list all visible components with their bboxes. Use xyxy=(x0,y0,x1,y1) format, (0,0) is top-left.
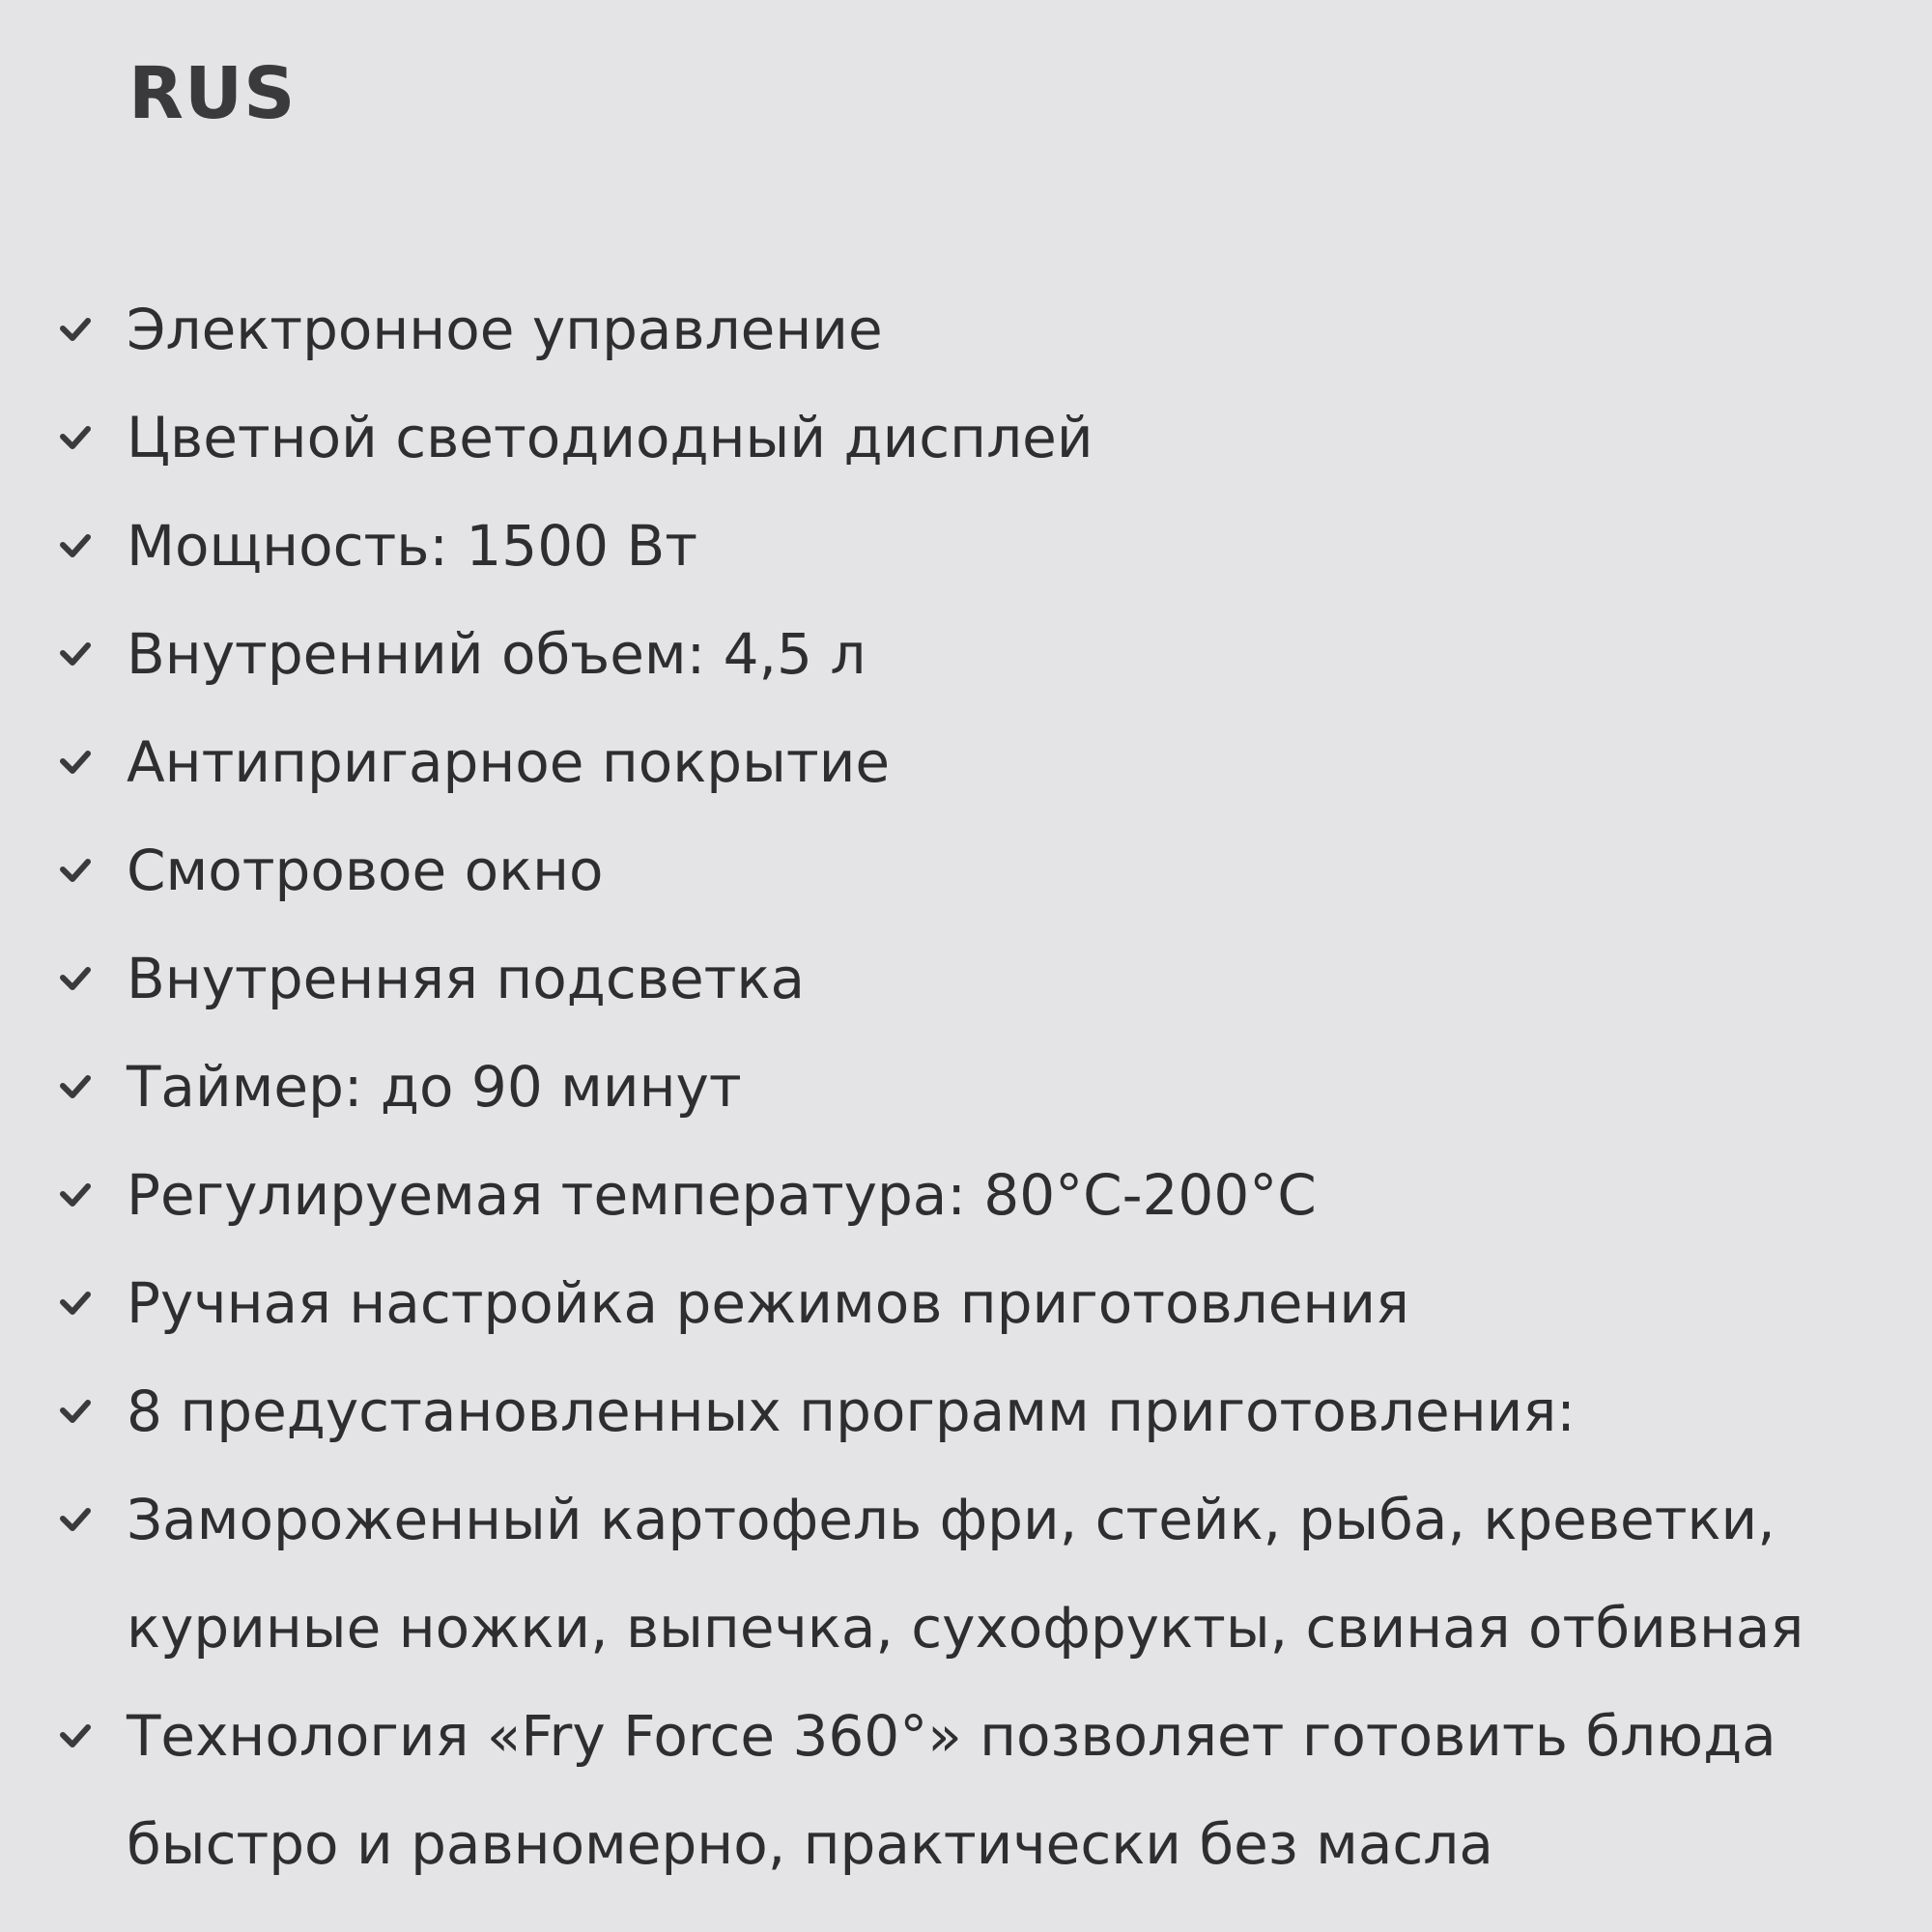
feature-text-line-2: куриные ножки, выпечка, сухофрукты, свиная отбивная xyxy=(127,1595,1804,1661)
check-icon xyxy=(58,853,93,888)
feature-text: Внутренний объем: 4,5 л xyxy=(127,621,867,687)
feature-text-line-2: быстро и равномерно, практически без масла xyxy=(127,1811,1493,1877)
feature-item xyxy=(0,1357,1932,1465)
feature-item xyxy=(0,1465,1932,1682)
check-icon xyxy=(58,528,93,563)
feature-item xyxy=(0,924,1932,1033)
feature-text: Таймер: до 90 минут xyxy=(127,1054,742,1120)
feature-text: Цветной светодиодный дисплей xyxy=(127,405,1094,470)
check-icon xyxy=(58,745,93,780)
feature-text: Смотровое окно xyxy=(127,838,604,903)
feature-item xyxy=(0,1141,1932,1249)
feature-text: Электронное управление xyxy=(127,297,883,362)
feature-text: Мощность: 1500 Вт xyxy=(127,513,698,579)
feature-text: Регулируемая температура: 80°C-200°C xyxy=(127,1162,1317,1228)
feature-text: Антипригарное покрытие xyxy=(127,729,891,795)
feature-item xyxy=(0,1249,1932,1357)
feature-item xyxy=(0,708,1932,816)
check-icon xyxy=(58,312,93,347)
feature-text-line-1: Технология «Fry Force 360°» позволяет готовить блюда xyxy=(127,1703,1776,1769)
language-label: RUS xyxy=(128,52,297,135)
feature-item xyxy=(0,1033,1932,1141)
check-icon xyxy=(58,1394,93,1429)
check-icon xyxy=(58,1286,93,1321)
feature-item xyxy=(0,600,1932,708)
check-icon xyxy=(58,1069,93,1104)
feature-text: Ручная настройка режимов приготовления xyxy=(127,1270,1409,1336)
check-icon xyxy=(58,1719,93,1753)
check-icon xyxy=(58,961,93,996)
feature-text: 8 предустановленных программ приготовления: xyxy=(127,1378,1576,1444)
feature-item xyxy=(0,1682,1932,1898)
check-icon xyxy=(58,637,93,671)
feature-item xyxy=(0,492,1932,600)
check-icon xyxy=(58,1502,93,1537)
feature-item xyxy=(0,275,1932,384)
check-icon xyxy=(58,1178,93,1212)
feature-list xyxy=(0,275,1932,1898)
feature-text: Внутренняя подсветка xyxy=(127,946,806,1011)
check-icon xyxy=(58,420,93,455)
feature-text-line-1: Замороженный картофель фри, стейк, рыба, креветки, xyxy=(127,1487,1776,1552)
feature-item xyxy=(0,816,1932,924)
feature-item xyxy=(0,384,1932,492)
